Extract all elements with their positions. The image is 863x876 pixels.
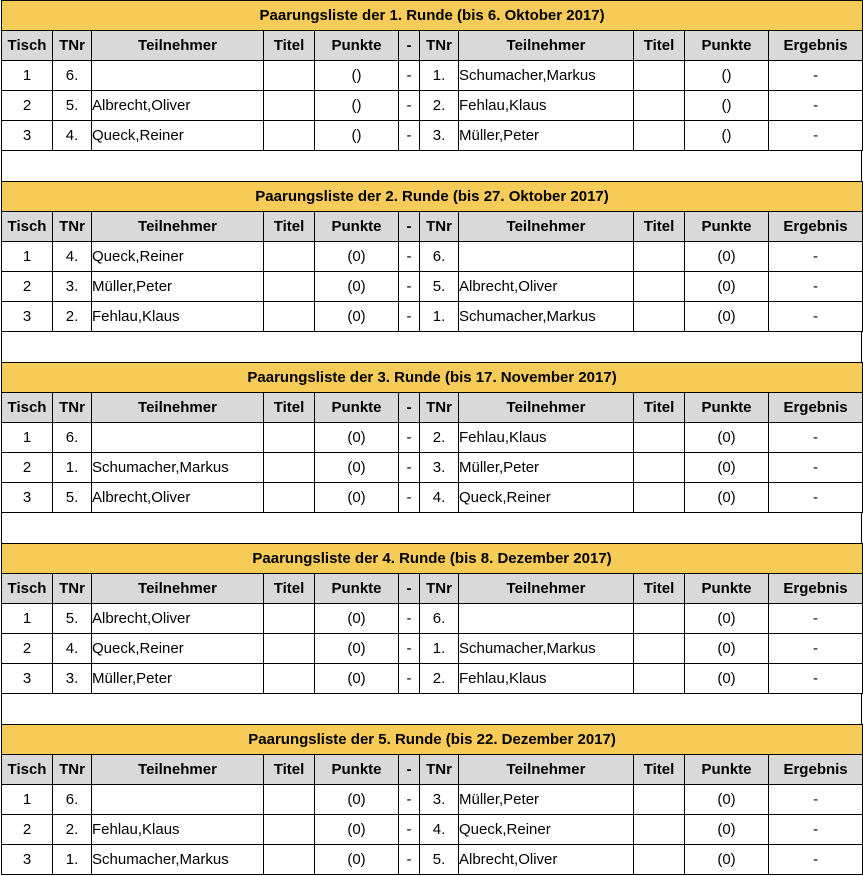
separator-cell: -: [399, 91, 420, 121]
points-cell: (): [315, 91, 399, 121]
title-cell: [634, 272, 685, 302]
header-separator: -: [399, 574, 420, 604]
title-cell: [634, 302, 685, 332]
header-separator: -: [399, 31, 420, 61]
title-cell: [634, 61, 685, 91]
column-header-row: [2, 574, 863, 604]
round-title-row: [2, 182, 863, 212]
header-tnr: TNr: [420, 755, 459, 785]
result-cell: -: [769, 664, 863, 694]
title-cell: [264, 302, 315, 332]
title-cell: [634, 634, 685, 664]
title-cell: [634, 845, 685, 875]
participant-cell: Queck,Reiner: [459, 483, 634, 513]
header-ergebnis: Ergebnis: [769, 31, 863, 61]
header-punkte: Punkte: [685, 393, 769, 423]
tnr-cell: 1.: [53, 845, 92, 875]
tisch-cell: 2: [2, 453, 53, 483]
points-cell: (0): [315, 242, 399, 272]
points-cell: (0): [315, 845, 399, 875]
header-tnr: TNr: [53, 393, 92, 423]
header-titel: Titel: [634, 393, 685, 423]
table-row: [2, 785, 863, 815]
tisch-cell: 1: [2, 423, 53, 453]
header-titel: Titel: [634, 574, 685, 604]
header-tisch: Tisch: [2, 393, 53, 423]
header-tnr: TNr: [53, 212, 92, 242]
header-tisch: Tisch: [2, 574, 53, 604]
title-cell: [264, 272, 315, 302]
header-separator: -: [399, 755, 420, 785]
header-titel: Titel: [634, 212, 685, 242]
tisch-cell: 1: [2, 604, 53, 634]
title-cell: [264, 453, 315, 483]
header-punkte: Punkte: [315, 574, 399, 604]
title-cell: [634, 121, 685, 151]
tnr-cell: 1.: [420, 61, 459, 91]
header-teilnehmer: Teilnehmer: [459, 393, 634, 423]
points-cell: (): [685, 121, 769, 151]
tnr-cell: 3.: [53, 272, 92, 302]
header-teilnehmer: Teilnehmer: [459, 755, 634, 785]
participant-cell: Fehlau,Klaus: [92, 302, 264, 332]
round-table: [1, 181, 863, 332]
separator-cell: -: [399, 845, 420, 875]
table-row: [2, 815, 863, 845]
points-cell: (0): [315, 483, 399, 513]
points-cell: (0): [315, 272, 399, 302]
title-cell: [264, 91, 315, 121]
tnr-cell: 6.: [53, 61, 92, 91]
points-cell: (): [685, 91, 769, 121]
points-cell: (0): [685, 604, 769, 634]
result-cell: -: [769, 302, 863, 332]
header-titel: Titel: [264, 31, 315, 61]
table-row: [2, 604, 863, 634]
participant-cell: Queck,Reiner: [92, 634, 264, 664]
participant-cell: Schumacher,Markus: [459, 61, 634, 91]
points-cell: (0): [315, 604, 399, 634]
header-tisch: Tisch: [2, 755, 53, 785]
header-teilnehmer: Teilnehmer: [459, 31, 634, 61]
tnr-cell: 2.: [420, 423, 459, 453]
title-cell: [264, 815, 315, 845]
tnr-cell: 3.: [420, 785, 459, 815]
points-cell: (): [315, 121, 399, 151]
participant-cell: Albrecht,Oliver: [92, 91, 264, 121]
table-row: [2, 121, 863, 151]
title-cell: [634, 785, 685, 815]
tnr-cell: 2.: [53, 815, 92, 845]
title-cell: [264, 242, 315, 272]
result-cell: -: [769, 785, 863, 815]
round-title: Paarungsliste der 3. Runde (bis 17. November 2017): [2, 363, 863, 393]
tnr-cell: 5.: [420, 272, 459, 302]
header-punkte: Punkte: [315, 212, 399, 242]
participant-cell: Albrecht,Oliver: [92, 483, 264, 513]
header-punkte: Punkte: [315, 393, 399, 423]
round-spacer: [1, 151, 862, 181]
header-titel: Titel: [264, 212, 315, 242]
separator-cell: -: [399, 664, 420, 694]
header-punkte: Punkte: [315, 755, 399, 785]
points-cell: (0): [685, 845, 769, 875]
header-punkte: Punkte: [685, 212, 769, 242]
tnr-cell: 5.: [53, 483, 92, 513]
tnr-cell: 5.: [420, 845, 459, 875]
points-cell: (0): [685, 634, 769, 664]
table-row: [2, 664, 863, 694]
separator-cell: -: [399, 121, 420, 151]
participant-cell: Schumacher,Markus: [92, 845, 264, 875]
participant-cell: Schumacher,Markus: [459, 634, 634, 664]
participant-cell: Albrecht,Oliver: [459, 845, 634, 875]
title-cell: [634, 453, 685, 483]
table-row: [2, 91, 863, 121]
title-cell: [264, 634, 315, 664]
points-cell: (0): [315, 453, 399, 483]
title-cell: [634, 242, 685, 272]
header-tnr: TNr: [420, 212, 459, 242]
separator-cell: -: [399, 815, 420, 845]
result-cell: -: [769, 272, 863, 302]
result-cell: -: [769, 845, 863, 875]
round-title-row: [2, 725, 863, 755]
header-ergebnis: Ergebnis: [769, 393, 863, 423]
separator-cell: -: [399, 423, 420, 453]
round-title: Paarungsliste der 1. Runde (bis 6. Oktober 2017): [2, 1, 863, 31]
participant-cell: [459, 604, 634, 634]
header-ergebnis: Ergebnis: [769, 212, 863, 242]
round-title: Paarungsliste der 2. Runde (bis 27. Oktober 2017): [2, 182, 863, 212]
table-row: [2, 302, 863, 332]
header-tnr: TNr: [420, 574, 459, 604]
table-row: [2, 61, 863, 91]
separator-cell: -: [399, 785, 420, 815]
points-cell: (0): [685, 815, 769, 845]
header-titel: Titel: [264, 755, 315, 785]
title-cell: [264, 423, 315, 453]
separator-cell: -: [399, 483, 420, 513]
title-cell: [264, 664, 315, 694]
table-row: [2, 423, 863, 453]
header-separator: -: [399, 393, 420, 423]
points-cell: (0): [685, 242, 769, 272]
header-punkte: Punkte: [685, 31, 769, 61]
header-tnr: TNr: [53, 574, 92, 604]
tisch-cell: 2: [2, 634, 53, 664]
participant-cell: Fehlau,Klaus: [92, 815, 264, 845]
points-cell: (0): [315, 664, 399, 694]
tnr-cell: 3.: [420, 121, 459, 151]
table-row: [2, 845, 863, 875]
participant-cell: Queck,Reiner: [92, 121, 264, 151]
tisch-cell: 3: [2, 483, 53, 513]
participant-cell: Müller,Peter: [459, 453, 634, 483]
tisch-cell: 2: [2, 272, 53, 302]
header-tnr: TNr: [420, 393, 459, 423]
header-teilnehmer: Teilnehmer: [92, 574, 264, 604]
header-ergebnis: Ergebnis: [769, 755, 863, 785]
participant-cell: Fehlau,Klaus: [459, 664, 634, 694]
table-row: [2, 272, 863, 302]
column-header-row: [2, 212, 863, 242]
participant-cell: Queck,Reiner: [92, 242, 264, 272]
table-row: [2, 483, 863, 513]
tnr-cell: 2.: [420, 91, 459, 121]
participant-cell: Müller,Peter: [92, 664, 264, 694]
title-cell: [264, 483, 315, 513]
tnr-cell: 6.: [420, 242, 459, 272]
tisch-cell: 2: [2, 815, 53, 845]
tnr-cell: 3.: [53, 664, 92, 694]
tnr-cell: 1.: [53, 453, 92, 483]
header-tisch: Tisch: [2, 212, 53, 242]
separator-cell: -: [399, 242, 420, 272]
table-row: [2, 242, 863, 272]
header-teilnehmer: Teilnehmer: [92, 393, 264, 423]
round-spacer: [1, 332, 862, 362]
tnr-cell: 6.: [53, 785, 92, 815]
tnr-cell: 5.: [53, 604, 92, 634]
points-cell: (0): [685, 453, 769, 483]
pairing-lists: [1, 0, 862, 875]
header-teilnehmer: Teilnehmer: [92, 31, 264, 61]
tisch-cell: 1: [2, 61, 53, 91]
column-header-row: [2, 755, 863, 785]
tnr-cell: 5.: [53, 91, 92, 121]
tisch-cell: 3: [2, 664, 53, 694]
participant-cell: [92, 785, 264, 815]
result-cell: -: [769, 61, 863, 91]
points-cell: (): [315, 61, 399, 91]
title-cell: [634, 604, 685, 634]
points-cell: (0): [315, 302, 399, 332]
tnr-cell: 6.: [53, 423, 92, 453]
header-tnr: TNr: [420, 31, 459, 61]
tisch-cell: 3: [2, 845, 53, 875]
tnr-cell: 4.: [53, 634, 92, 664]
tnr-cell: 4.: [420, 483, 459, 513]
separator-cell: -: [399, 634, 420, 664]
points-cell: (0): [315, 634, 399, 664]
round-title-row: [2, 363, 863, 393]
round-spacer: [1, 513, 862, 543]
title-cell: [264, 845, 315, 875]
points-cell: (0): [685, 785, 769, 815]
round-table: [1, 0, 863, 151]
participant-cell: Albrecht,Oliver: [459, 272, 634, 302]
points-cell: (0): [685, 664, 769, 694]
result-cell: -: [769, 242, 863, 272]
tisch-cell: 1: [2, 242, 53, 272]
points-cell: (0): [685, 483, 769, 513]
separator-cell: -: [399, 61, 420, 91]
tisch-cell: 2: [2, 91, 53, 121]
header-teilnehmer: Teilnehmer: [92, 755, 264, 785]
round-table: [1, 543, 863, 694]
separator-cell: -: [399, 604, 420, 634]
table-row: [2, 453, 863, 483]
result-cell: -: [769, 453, 863, 483]
tnr-cell: 4.: [53, 121, 92, 151]
column-header-row: [2, 393, 863, 423]
round-table: [1, 362, 863, 513]
tisch-cell: 1: [2, 785, 53, 815]
header-titel: Titel: [264, 574, 315, 604]
header-punkte: Punkte: [685, 574, 769, 604]
participant-cell: Müller,Peter: [459, 785, 634, 815]
points-cell: (0): [315, 815, 399, 845]
round-title-row: [2, 544, 863, 574]
points-cell: (0): [685, 302, 769, 332]
header-tnr: TNr: [53, 755, 92, 785]
title-cell: [264, 604, 315, 634]
header-punkte: Punkte: [685, 755, 769, 785]
tnr-cell: 6.: [420, 604, 459, 634]
result-cell: -: [769, 91, 863, 121]
result-cell: -: [769, 604, 863, 634]
tisch-cell: 3: [2, 302, 53, 332]
header-teilnehmer: Teilnehmer: [459, 212, 634, 242]
points-cell: (0): [315, 785, 399, 815]
column-header-row: [2, 31, 863, 61]
title-cell: [264, 785, 315, 815]
participant-cell: [459, 242, 634, 272]
result-cell: -: [769, 634, 863, 664]
points-cell: (0): [315, 423, 399, 453]
round-title: Paarungsliste der 5. Runde (bis 22. Dezember 2017): [2, 725, 863, 755]
round-spacer: [1, 694, 862, 724]
title-cell: [264, 61, 315, 91]
header-titel: Titel: [634, 31, 685, 61]
participant-cell: [92, 423, 264, 453]
result-cell: -: [769, 483, 863, 513]
header-teilnehmer: Teilnehmer: [92, 212, 264, 242]
points-cell: (): [685, 61, 769, 91]
result-cell: -: [769, 121, 863, 151]
participant-cell: Müller,Peter: [92, 272, 264, 302]
header-tnr: TNr: [53, 31, 92, 61]
title-cell: [634, 664, 685, 694]
header-titel: Titel: [634, 755, 685, 785]
title-cell: [634, 91, 685, 121]
tnr-cell: 1.: [420, 634, 459, 664]
tnr-cell: 4.: [53, 242, 92, 272]
participant-cell: Fehlau,Klaus: [459, 423, 634, 453]
tnr-cell: 3.: [420, 453, 459, 483]
round-title: Paarungsliste der 4. Runde (bis 8. Dezember 2017): [2, 544, 863, 574]
title-cell: [634, 815, 685, 845]
participant-cell: Müller,Peter: [459, 121, 634, 151]
header-separator: -: [399, 212, 420, 242]
separator-cell: -: [399, 302, 420, 332]
participant-cell: Queck,Reiner: [459, 815, 634, 845]
points-cell: (0): [685, 423, 769, 453]
round-table: [1, 724, 863, 875]
separator-cell: -: [399, 453, 420, 483]
points-cell: (0): [685, 272, 769, 302]
participant-cell: [92, 61, 264, 91]
table-row: [2, 634, 863, 664]
header-tisch: Tisch: [2, 31, 53, 61]
result-cell: -: [769, 815, 863, 845]
header-punkte: Punkte: [315, 31, 399, 61]
tisch-cell: 3: [2, 121, 53, 151]
separator-cell: -: [399, 272, 420, 302]
participant-cell: Schumacher,Markus: [459, 302, 634, 332]
tnr-cell: 2.: [420, 664, 459, 694]
title-cell: [264, 121, 315, 151]
participant-cell: Schumacher,Markus: [92, 453, 264, 483]
participant-cell: Albrecht,Oliver: [92, 604, 264, 634]
tnr-cell: 2.: [53, 302, 92, 332]
header-titel: Titel: [264, 393, 315, 423]
round-title-row: [2, 1, 863, 31]
result-cell: -: [769, 423, 863, 453]
title-cell: [634, 483, 685, 513]
header-ergebnis: Ergebnis: [769, 574, 863, 604]
tnr-cell: 4.: [420, 815, 459, 845]
header-teilnehmer: Teilnehmer: [459, 574, 634, 604]
participant-cell: Fehlau,Klaus: [459, 91, 634, 121]
tnr-cell: 1.: [420, 302, 459, 332]
title-cell: [634, 423, 685, 453]
